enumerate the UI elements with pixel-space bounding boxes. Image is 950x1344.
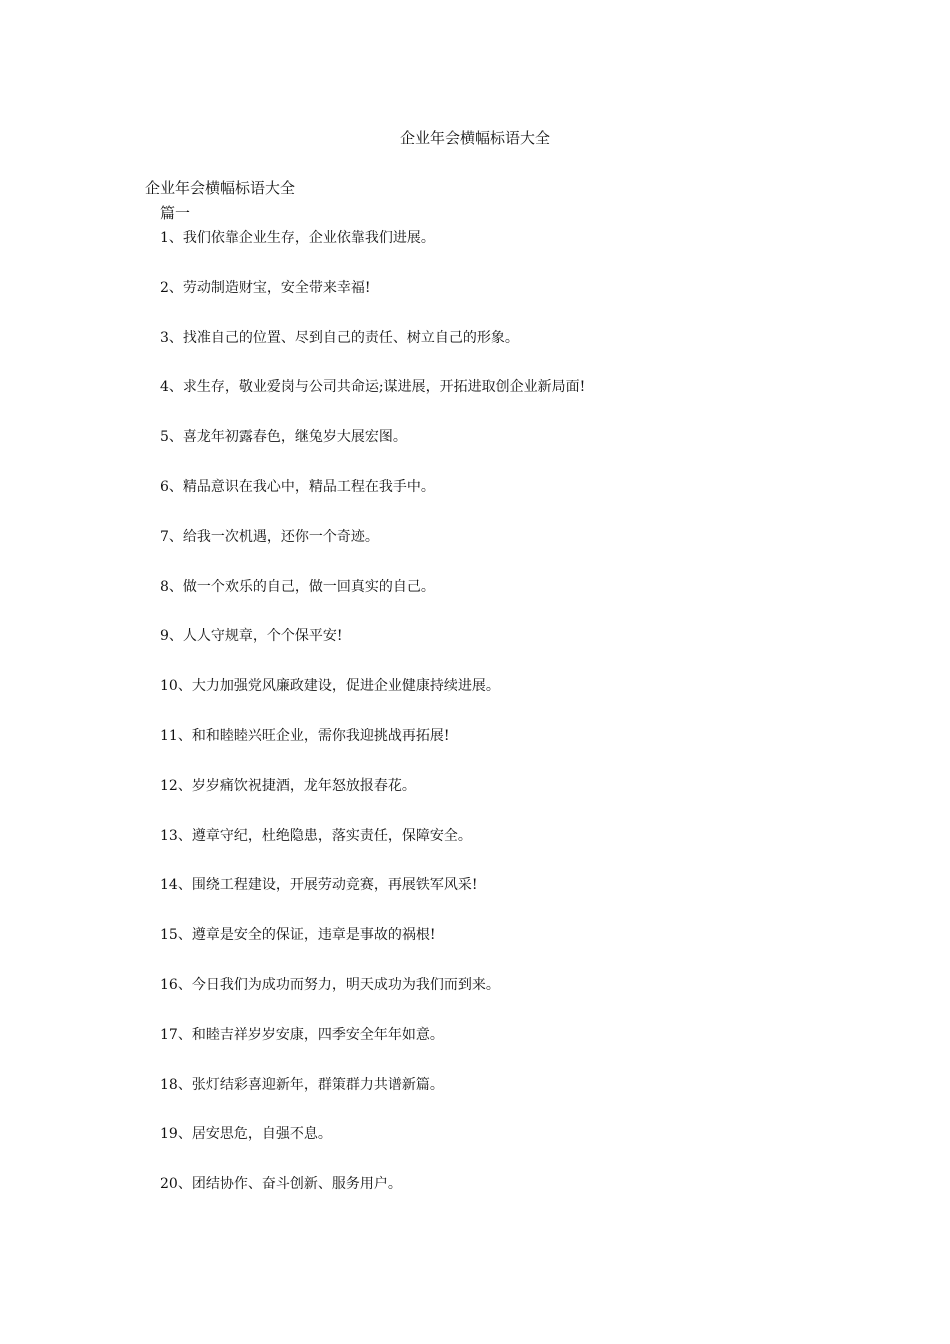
document-subtitle: 企业年会横幅标语大全 bbox=[145, 179, 296, 197]
slogan-list bbox=[160, 229, 880, 1225]
slogan-item: 19、居安思危，自强不息。 bbox=[160, 1126, 332, 1143]
slogan-item: 8、做一个欢乐的自己，做一回真实的自己。 bbox=[160, 578, 435, 595]
slogan-item: 6、精品意识在我心中，精品工程在我手中。 bbox=[160, 478, 435, 495]
slogan-item: 5、喜龙年初露春色，继兔岁大展宏图。 bbox=[160, 429, 407, 446]
section-label: 篇一 bbox=[160, 204, 191, 222]
slogan-item: 13、遵章守纪，杜绝隐患，落实责任，保障安全。 bbox=[160, 827, 472, 844]
slogan-item: 9、人人守规章，个个保平安! bbox=[160, 628, 343, 645]
slogan-item: 4、求生存，敬业爱岗与公司共命运;谋进展，开拓进取创企业新局面! bbox=[160, 379, 586, 396]
slogan-item: 16、今日我们为成功而努力，明天成功为我们而到来。 bbox=[160, 976, 500, 993]
slogan-item: 10、大力加强党风廉政建设，促进企业健康持续进展。 bbox=[160, 678, 500, 695]
slogan-item: 7、给我一次机遇，还你一个奇迹。 bbox=[160, 528, 379, 545]
slogan-item: 17、和睦吉祥岁岁安康，四季安全年年如意。 bbox=[160, 1026, 444, 1043]
slogan-item: 11、和和睦睦兴旺企业，需你我迎挑战再拓展! bbox=[160, 727, 450, 744]
slogan-item: 12、岁岁痛饮祝捷酒，龙年怒放报春花。 bbox=[160, 777, 416, 794]
slogan-item: 18、张灯结彩喜迎新年，群策群力共谱新篇。 bbox=[160, 1076, 444, 1093]
slogan-item: 15、遵章是安全的保证，违章是事故的祸根! bbox=[160, 927, 436, 944]
document-title: 企业年会横幅标语大全 bbox=[399, 129, 550, 147]
slogan-item: 20、团结协作、奋斗创新、服务用户。 bbox=[160, 1176, 402, 1193]
slogan-item: 1、我们依靠企业生存，企业依靠我们进展。 bbox=[160, 230, 435, 246]
slogan-item: 14、围绕工程建设，开展劳动竞赛，再展铁军风采! bbox=[160, 877, 478, 894]
slogan-item: 2、劳动制造财宝，安全带来幸福! bbox=[160, 279, 371, 296]
slogan-item: 3、找准自己的位置、尽到自己的责任、树立自己的形象。 bbox=[160, 329, 519, 346]
